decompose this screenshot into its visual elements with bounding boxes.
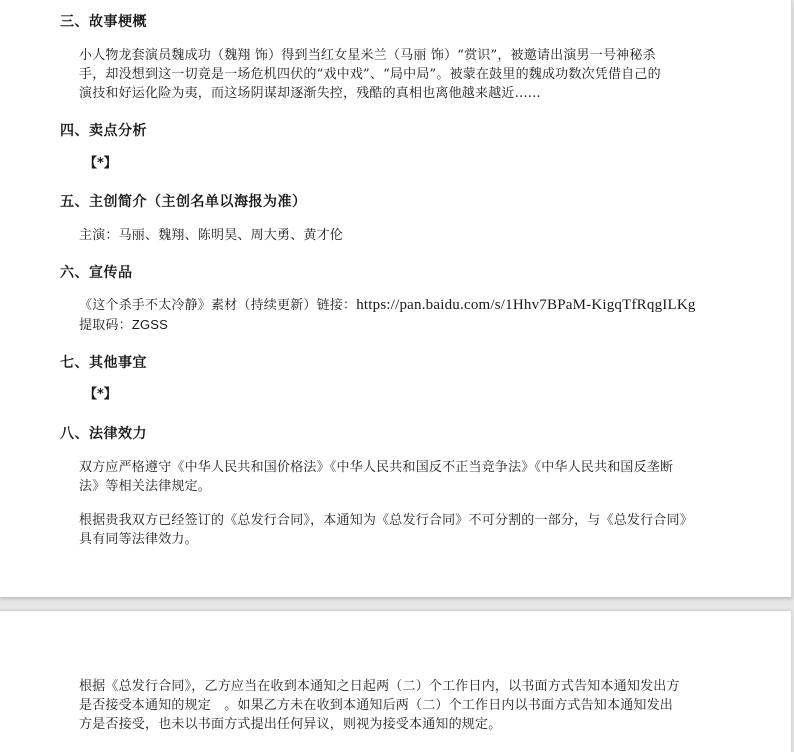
synopsis-line: 演技和好运化险为夷，而这场阴谋却逐渐失控，残酷的真相也离他越来越近…… xyxy=(79,86,542,101)
document-page-2 xyxy=(0,611,792,752)
acceptance-line: 方是否接受，也未以书面方式提出任何异议，则视为接受本通知的规定。 xyxy=(79,717,502,732)
synopsis-line: 小人物龙套演员魏成功（魏翔 饰）得到当红女星米兰（马丽 饰）“赏识”，被邀请出演男一号神秘杀 xyxy=(79,48,656,63)
cast-line: 主演：马丽、魏翔、陈明昊、周大勇、黄才伦 xyxy=(79,228,344,243)
section-heading-other-matters: 七、其他事宜 xyxy=(60,355,147,371)
other-matters-placeholder: 【*】 xyxy=(84,387,117,402)
section-heading-creators: 五、主创简介（主创名单以海报为准） xyxy=(60,194,307,210)
material-link-line xyxy=(79,296,739,315)
section-heading-selling-points: 四、卖点分析 xyxy=(60,123,147,139)
promo-materials-paragraph xyxy=(79,296,739,335)
legal-compliance-line: 双方应严格遵守《中华人民共和国价格法》《中华人民共和国反不正当竞争法》《中华人民共和国反垄断 xyxy=(79,460,674,475)
acceptance-paragraph xyxy=(79,677,739,734)
selling-points-placeholder: 【*】 xyxy=(84,156,117,171)
synopsis-paragraph xyxy=(79,46,739,103)
synopsis-line: 手，却没想到这一切竟是一场危机四伏的“戏中戏”、“局中局”。被蒙在鼓里的魏成功数次凭借自己的 xyxy=(79,67,661,82)
section-heading-synopsis: 三、故事梗概 xyxy=(60,14,147,30)
material-link-prefix: 《这个杀手不太冷静》素材（持续更新）链接： xyxy=(79,298,357,313)
extraction-code-line xyxy=(79,315,739,335)
acceptance-line: 根据《总发行合同》，乙方应当在收到本通知之日起两（二）个工作日内，以书面方式告知本通知发出方 xyxy=(79,679,680,694)
extraction-code-value: ZGSS xyxy=(131,317,169,332)
acceptance-line: 是否接受本通知的规定 。如果乙方未在收到本通知后两（二）个工作日内以书面方式告知本通知发出 xyxy=(79,698,674,713)
legal-contract-paragraph xyxy=(79,511,739,549)
section-heading-promo-materials: 六、宣传品 xyxy=(60,265,133,281)
section-heading-legal-effect: 八、法律效力 xyxy=(60,426,147,442)
legal-compliance-line: 法》等相关法律规定。 xyxy=(79,479,212,494)
cast-paragraph xyxy=(79,226,739,245)
material-download-link[interactable]: https://pan.baidu.com/s/1Hhv7BPaM-KigqTfRqgILKg xyxy=(356,297,696,313)
legal-contract-line: 具有同等法律效力。 xyxy=(79,532,198,547)
legal-compliance-paragraph xyxy=(79,458,739,496)
extraction-code-label: 提取码： xyxy=(79,318,132,333)
legal-contract-line: 根据贵我双方已经签订的《总发行合同》，本通知为《总发行合同》不可分割的一部分，与《总发行合同》 xyxy=(79,513,693,528)
